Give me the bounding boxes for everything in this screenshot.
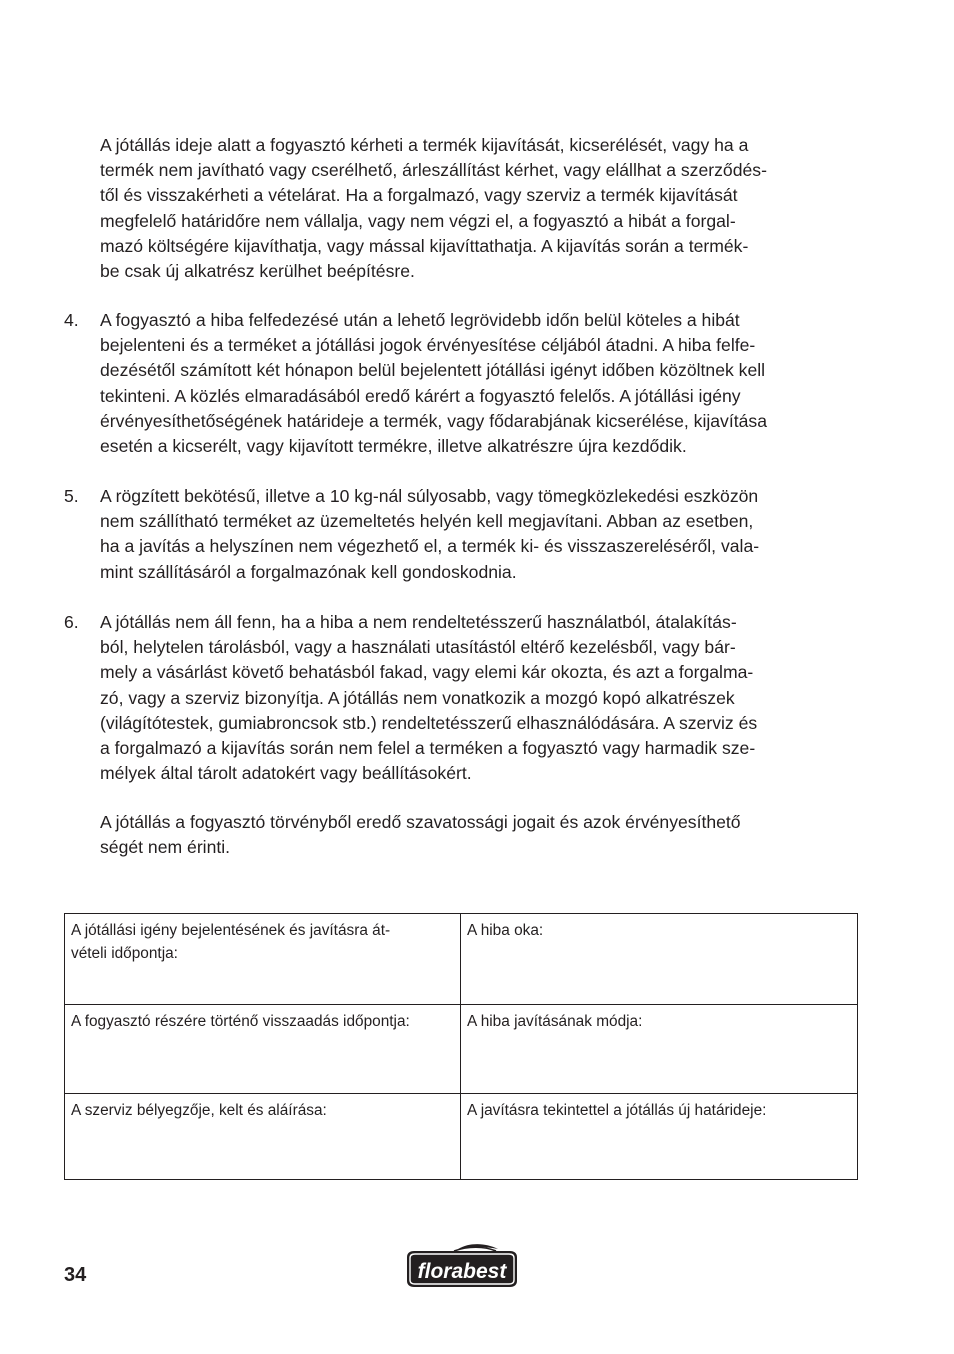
form-row [65,1005,858,1094]
form-row [65,914,858,1005]
item-number: 4. [64,310,79,330]
text-line: ha a javítás a helyszínen nem végezhető el, a termék ki- és visszaszereléséről, vala- [100,536,760,557]
form-cell-return-date[interactable] [65,1005,461,1094]
text-line: A fogyasztó a hiba felfedezésé után a lehető legrövidebb időn belül köteles a hibát [100,310,740,330]
svg-text:florabest: florabest [417,1260,507,1283]
intro-paragraph [100,133,860,284]
form-label: A hiba oka: [467,922,544,939]
text-line: mazó költségére kijavíthatja, vagy mással kijavíttathatja. A kijavítás során a termék- [100,235,749,256]
florabest-logo-icon [404,1243,520,1289]
list-item-paragraph [100,610,860,786]
warranty-service-form [64,913,858,1180]
page-number: 34 [64,1264,87,1286]
text-line: mint szállításáról a forgalmazónak kell gondoskodnia. [100,561,517,582]
list-item-paragraph [100,308,860,459]
form-label: A jótállási igény bejelentésének és javításra át- [71,922,391,939]
text-line: A jótállás nem áll fenn, ha a hiba a nem rendeltetésszerű használatból, átalakítás- [100,612,737,632]
text-line: megfelelő határidőre nem vállalja, vagy nem végzi el, a fogyasztó a hibát a forgal- [100,210,736,231]
text-line: a forgalmazó a kijavítás során nem felel a terméken a fogyasztó vagy harmadik sze- [100,738,756,759]
list-item-paragraph [100,484,860,585]
item-number: 6. [64,612,79,632]
form-label: vételi időpontja: [71,945,178,962]
text-line: dezésétől számított két hónapon belül bejelentett jótállási igényt időben közöltnek kell [100,360,766,381]
form-cell-report-date[interactable] [65,914,461,1005]
form-label: A fogyasztó részére történő visszaadás időpontja: [71,1013,410,1030]
form-cell-repair-method[interactable] [461,1005,858,1094]
text-line: zó, vagy a szerviz bizonyítja. A jótállás nem vonatkozik a mozgó kopó alkatrészek [100,687,735,708]
text-line: ból, helytelen tárolásból, vagy a használati utasítástól eltérő kezelésből, vagy bár- [100,637,736,658]
text-line: bejelenteni és a terméket a jótállási jogok érvényesítése céljából átadni. A hiba felfe- [100,335,756,356]
form-cell-fault-cause[interactable] [461,914,858,1005]
item-number: 5. [64,486,79,506]
text-line: (világítótestek, gumiabroncsok stb.) rendeltetésszerű elhasználódására. A szerviz és [100,712,758,733]
text-line: től és visszakérheti a vételárat. Ha a forgalmazó, vagy szerviz a termék kijavítását [100,185,738,206]
form-label: A hiba javításának módja: [467,1013,643,1030]
text-line: tekinteni. A közlés elmaradásából eredő kárért a fogyasztó felelős. A jótállási igény [100,385,741,406]
text-line: be csak új alkatrész kerülhet beépítésre. [100,261,415,282]
form-cell-service-stamp[interactable] [65,1094,461,1180]
text-line: érvényesíthetőségének határideje a termék, vagy fődarabjának kicserélése, kijavítása [100,410,767,431]
closing-paragraph [100,810,860,860]
form-row [65,1094,858,1180]
text-line: esetén a kicserélt, vagy kijavított termékre, illetve alkatrészre újra kezdődik. [100,436,687,457]
text-line: mely a vásárlást követő behatásból fakad, vagy elemi kár okozta, és azt a forgalma- [100,662,754,683]
text-line: A jótállás ideje alatt a fogyasztó kérheti a termék kijavítását, kicserélését, vagy ha a [100,135,749,155]
text-line: termék nem javítható vagy cserélhető, árleszállítást kérhet, vagy elállhat a szerződés- [100,160,767,181]
text-line: nem szállítható terméket az üzemeltetés helyén kell megjavítani. Abban az esetben, [100,511,754,532]
text-line: ségét nem érinti. [100,837,231,858]
form-cell-new-deadline[interactable] [461,1094,858,1180]
text-line: A jótállás a fogyasztó törvényből eredő szavatossági jogait és azok érvényesíthető [100,812,741,832]
text-line: mélyek által tárolt adatokért vagy beállításokért. [100,763,472,784]
form-label: A szerviz bélyegzője, kelt és aláírása: [71,1102,327,1119]
form-label: A javításra tekintettel a jótállás új határideje: [467,1102,767,1119]
florabest-logo [404,1243,520,1294]
text-line: A rögzített bekötésű, illetve a 10 kg-nál súlyosabb, vagy tömegközlekedési eszközön [100,486,759,506]
